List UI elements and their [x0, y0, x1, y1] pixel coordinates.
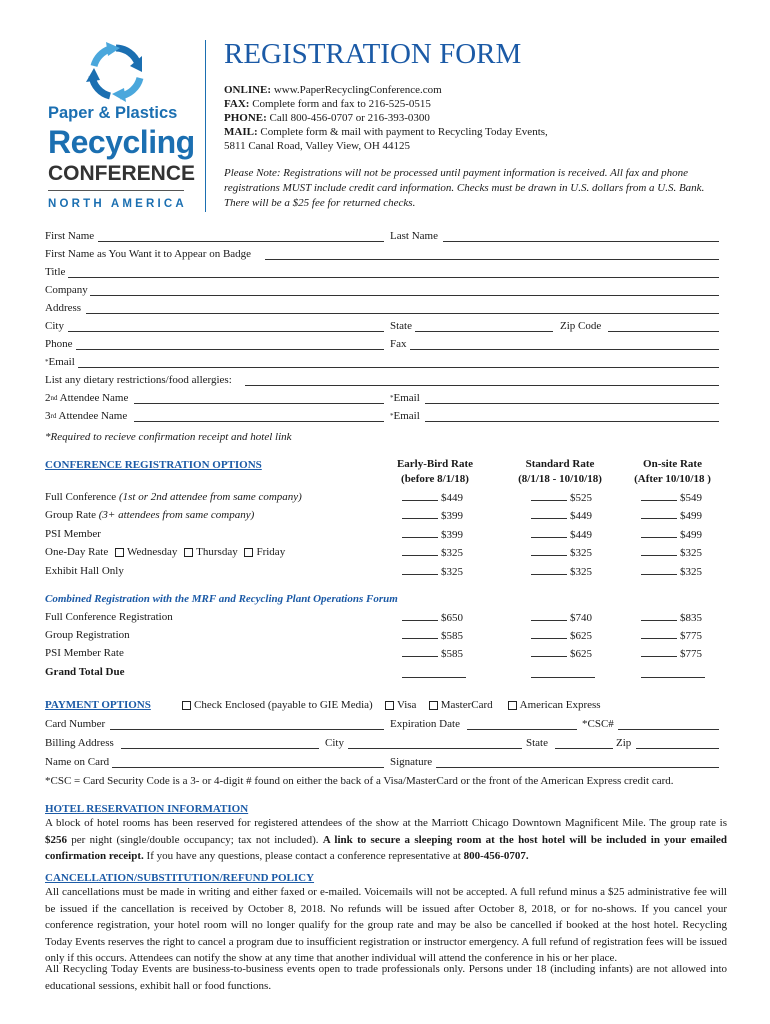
fax-label: Fax: [390, 338, 407, 350]
billing-state-label: State: [526, 737, 548, 749]
rate-price[interactable]: $835: [641, 611, 702, 624]
policy-heading: CANCELLATION/SUBSTITUTION/REFUND POLICY: [45, 872, 315, 884]
rate-row-label: Full Conference (1st or 2nd attendee from same company): [45, 491, 302, 503]
form-title: REGISTRATION FORM: [224, 38, 522, 70]
rate-price[interactable]: $585: [402, 647, 463, 660]
rate-row-label: One-Day Rate Wednesday Thursday Friday: [45, 546, 286, 558]
check-enclosed-checkbox[interactable]: [182, 701, 191, 710]
expiration-label: Expiration Date: [390, 718, 460, 730]
phone-field[interactable]: [76, 349, 384, 350]
billing-zip-field[interactable]: [636, 748, 719, 749]
logo-line-north-america: NORTH AMERICA: [48, 198, 187, 210]
city-label: City: [45, 320, 64, 332]
first-name-label: First Name: [45, 230, 95, 242]
company-field[interactable]: [90, 295, 719, 296]
friday-checkbox[interactable]: [244, 548, 253, 557]
title-label: Title: [45, 266, 66, 278]
csc-field[interactable]: [618, 729, 719, 730]
rate-row-label: Group Rate (3+ attendees from same company): [45, 509, 255, 521]
card-number-label: Card Number: [45, 718, 106, 730]
name-on-card-field[interactable]: [112, 767, 384, 768]
rate-price[interactable]: $499: [641, 528, 702, 541]
rate-price[interactable]: $499: [641, 509, 702, 522]
card-number-field[interactable]: [110, 729, 384, 730]
rate-price[interactable]: $325: [531, 546, 592, 559]
payment-options-heading: PAYMENT OPTIONS: [45, 699, 151, 711]
rate-row-label: PSI Member: [45, 528, 101, 540]
payment-note: Please Note: Registrations will not be processed until payment information is received. All fax and phone registrations MUST include credit card information. Checks must be drawn in U.S. dollars from a U.S. Bank. There will be a $25 fee for returned checks.: [224, 167, 705, 209]
rate-price[interactable]: $325: [641, 565, 702, 578]
city-field[interactable]: [68, 331, 384, 332]
early-bird-header: Early-Bird Rate (before 8/1/18): [396, 458, 474, 485]
email-label: *Email: [45, 356, 75, 368]
contact-phone: PHONE: Call 800-456-0707 or 216-393-0300: [224, 112, 430, 124]
csc-note: *CSC = Card Security Code is a 3- or 4-digit # found on either the back of a Visa/MasterCard or the front of the American Express credit card.: [45, 775, 674, 787]
logo-line-paper-plastics: Paper & Plastics: [48, 104, 178, 122]
rate-price[interactable]: $325: [531, 565, 592, 578]
required-note: *Required to recieve confirmation receipt and hotel link: [45, 431, 292, 443]
badge-name-field[interactable]: [265, 259, 719, 260]
rate-price[interactable]: $399: [402, 509, 463, 522]
rate-price[interactable]: $585: [402, 629, 463, 642]
logo-divider: [48, 190, 184, 191]
hotel-paragraph: A block of hotel rooms has been reserved for registered attendees of the show at the Marriott Chicago Downtown Magnificent Mile. The group rate is $256 per night (single/double occupancy; tax not included). A link to secure a sleeping room at the host hotel will be included in your emailed confirmation receipt. If you have any questions, please contact a conference representative at 800-456-0707.: [45, 817, 727, 862]
dietary-label: List any dietary restrictions/food allergies:: [45, 374, 232, 386]
thursday-checkbox[interactable]: [184, 548, 193, 557]
name-on-card-label: Name on Card: [45, 756, 110, 768]
company-label: Company: [45, 284, 88, 296]
wednesday-checkbox[interactable]: [115, 548, 124, 557]
attendee-3-email-field[interactable]: [425, 421, 719, 422]
grand-total-onsite-field[interactable]: [641, 677, 705, 678]
rate-price[interactable]: $449: [531, 528, 592, 541]
expiration-field[interactable]: [467, 729, 577, 730]
billing-address-field[interactable]: [121, 748, 319, 749]
badge-name-label: First Name as You Want it to Appear on Badge: [45, 248, 252, 260]
online-url[interactable]: www.PaperRecyclingConference.com: [273, 84, 442, 96]
attendee-3-label: 3rd Attendee Name: [45, 410, 128, 422]
contact-fax: FAX: Complete form and fax to 216-525-0515: [224, 98, 431, 110]
rate-price[interactable]: $325: [641, 546, 702, 559]
grand-total-standard-field[interactable]: [531, 677, 595, 678]
rate-price[interactable]: $625: [531, 647, 592, 660]
rate-price[interactable]: $525: [531, 491, 592, 504]
rate-price[interactable]: $549: [641, 491, 702, 504]
address-field[interactable]: [86, 313, 719, 314]
rate-price[interactable]: $399: [402, 528, 463, 541]
signature-field[interactable]: [436, 767, 719, 768]
policy-paragraph-2: All Recycling Today Events are business-to-business events open to trade professionals only. Persons under 18 (including infants) are not allowed into educational sessions, exhibit hall or food functions.: [45, 963, 727, 992]
attendee-3-email-label: *Email: [390, 410, 420, 422]
combined-row-label: Full Conference Registration: [45, 611, 173, 623]
billing-city-label: City: [325, 737, 344, 749]
csc-label: *CSC#: [582, 718, 614, 730]
state-label: State: [390, 320, 412, 332]
rate-price[interactable]: $449: [531, 509, 592, 522]
rate-price[interactable]: $740: [531, 611, 592, 624]
billing-zip-label: Zip: [616, 737, 632, 749]
recycle-arrows-icon: [86, 42, 146, 102]
attendee-3-name-field[interactable]: [134, 421, 384, 422]
onsite-rate-header: On-site Rate (After 10/10/18 ): [634, 458, 711, 485]
contact-mail-address: 5811 Canal Road, Valley View, OH 44125: [224, 140, 411, 152]
rate-price[interactable]: $775: [641, 629, 702, 642]
logo-line-conference: CONFERENCE: [48, 162, 196, 185]
conference-logo: [38, 40, 198, 215]
state-field[interactable]: [415, 331, 553, 332]
rate-price[interactable]: $325: [402, 546, 463, 559]
rate-price[interactable]: $650: [402, 611, 463, 624]
registration-options-heading: CONFERENCE REGISTRATION OPTIONS: [45, 459, 262, 471]
billing-city-field[interactable]: [348, 748, 522, 749]
contact-online: ONLINE: www.PaperRecyclingConference.com: [224, 84, 442, 96]
attendee-2-email-label: *Email: [390, 392, 420, 404]
hotel-heading: HOTEL RESERVATION INFORMATION: [45, 803, 249, 815]
rate-price[interactable]: $625: [531, 629, 592, 642]
visa-checkbox[interactable]: [385, 701, 394, 710]
dietary-field[interactable]: [245, 385, 719, 386]
rate-price[interactable]: $449: [402, 491, 463, 504]
combined-heading: Combined Registration with the MRF and Recycling Plant Operations Forum: [45, 593, 398, 605]
payment-method-options: Check Enclosed (payable to GIE Media) Visa MasterCard American Express: [178, 699, 601, 712]
amex-checkbox[interactable]: [508, 701, 517, 710]
phone-label: Phone: [45, 338, 73, 350]
billing-state-field[interactable]: [555, 748, 613, 749]
zip-label: Zip Code: [560, 320, 602, 332]
header-divider: [205, 40, 206, 212]
rate-row-label: Exhibit Hall Only: [45, 565, 124, 577]
policy-paragraph: All cancellations must be made in writing and either faxed or e-mailed. Voicemails will not be accepted. A full refund minus a $25 administrative fee will be issued if the cancellation is received by October 8, 2018. No refunds will be issued after October 8, 2018, or for no-shows. If you cancel your conference registration, your hotel room will no longer qualify for the group rate and may be also be cancelled if booked at the host hotel. Recycling Today Events reserves the right to cancel a program due to insufficient registration or instructor emergency. A full refund of registration fees will be issued only if this occurs. Attendees can notify the show at any time that another individual will attend the conference in his or her place.: [45, 886, 727, 964]
logo-line-recycling: Recycling: [48, 124, 195, 160]
fax-field[interactable]: [410, 349, 719, 350]
email-field[interactable]: [78, 367, 719, 368]
last-name-label: Last Name: [390, 230, 438, 242]
last-name-field[interactable]: [443, 241, 719, 242]
rate-price[interactable]: $775: [641, 647, 702, 660]
billing-address-label: Billing Address: [45, 737, 114, 749]
attendee-2-email-field[interactable]: [425, 403, 719, 404]
first-name-field[interactable]: [98, 241, 384, 242]
attendee-2-name-field[interactable]: [134, 403, 384, 404]
grand-total-early-field[interactable]: [402, 677, 466, 678]
contact-mail: MAIL: Complete form & mail with payment to Recycling Today Events,: [224, 126, 548, 138]
title-field[interactable]: [68, 277, 719, 278]
address-label: Address: [45, 302, 82, 314]
zip-field[interactable]: [608, 331, 719, 332]
standard-rate-header: Standard Rate (8/1/18 - 10/10/18): [518, 458, 602, 485]
attendee-2-label: 2nd Attendee Name: [45, 392, 129, 404]
mastercard-checkbox[interactable]: [429, 701, 438, 710]
combined-row-label: PSI Member Rate: [45, 647, 124, 659]
signature-label: Signature: [390, 756, 433, 768]
rate-price[interactable]: $325: [402, 565, 463, 578]
grand-total-label: Grand Total Due: [45, 666, 125, 678]
combined-row-label: Group Registration: [45, 629, 130, 641]
